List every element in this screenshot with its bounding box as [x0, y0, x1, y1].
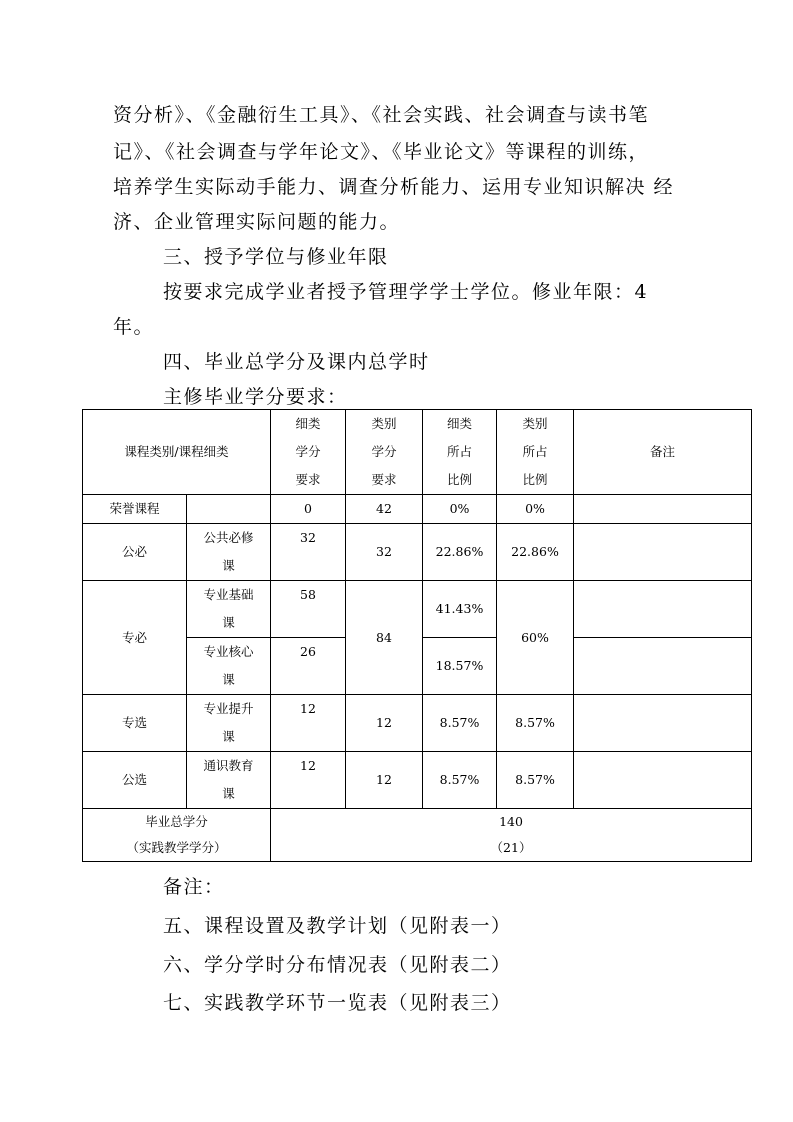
paragraph-line: 资分析》、《金融衍生工具》、《社会实践、社会调查与读书笔: [113, 104, 650, 126]
remark-cell: [574, 638, 752, 695]
cat-credit-cell: 84: [346, 581, 423, 695]
section-heading-credits: 四、毕业总学分及课内总学时: [163, 351, 430, 373]
sub-credit-cell: 12: [271, 752, 346, 809]
header-category: 课程类别/课程细类: [83, 410, 271, 495]
table-total-row: [83, 809, 752, 862]
total-label: 毕业总学分 （实践教学学分）: [83, 809, 271, 862]
cat-credit-cell: 32: [346, 524, 423, 581]
sub-credit-cell: 26: [271, 638, 346, 695]
row-subcategory: [187, 495, 271, 524]
table-row: [83, 695, 752, 752]
row-subcategory: 专业核心 课: [187, 638, 271, 695]
sub-ratio-cell: 41.43%: [423, 581, 497, 638]
cat-ratio-cell: 0%: [497, 495, 574, 524]
section-heading-practice: 七、实践教学环节一览表（见附表三）: [163, 992, 512, 1014]
table-header-row: [83, 410, 752, 495]
cat-ratio-cell: 22.86%: [497, 524, 574, 581]
row-category: 专必: [83, 581, 187, 695]
remark-cell: [574, 581, 752, 638]
cat-credit-cell: 12: [346, 695, 423, 752]
remark-label: 备注：: [163, 876, 225, 898]
table-row: [83, 581, 752, 638]
sub-ratio-cell: 0%: [423, 495, 497, 524]
sub-ratio-cell: 8.57%: [423, 752, 497, 809]
section-heading-degree: 三、授予学位与修业年限: [163, 246, 389, 268]
cat-ratio-cell: 8.57%: [497, 752, 574, 809]
table-row: [83, 495, 752, 524]
paragraph-line: 培养学生实际动手能力、调查分析能力、运用专业知识解决 经: [113, 176, 675, 198]
table-row: [83, 524, 752, 581]
paragraph-line: 记》、《社会调查与学年论文》、《毕业论文》等课程的训练，: [113, 141, 650, 163]
sub-ratio-cell: 8.57%: [423, 695, 497, 752]
row-subcategory: 专业提升 课: [187, 695, 271, 752]
header-sub-credit: 细类 学分 要求: [271, 410, 346, 495]
header-remark: 备注: [574, 410, 752, 495]
total-value: 140 （21）: [271, 809, 752, 862]
remark-cell: [574, 524, 752, 581]
cat-ratio-cell: 60%: [497, 581, 574, 695]
row-category: 专选: [83, 695, 187, 752]
row-category: 荣誉课程: [83, 495, 187, 524]
credits-intro: 主修毕业学分要求：: [163, 386, 348, 408]
row-subcategory: 通识教育 课: [187, 752, 271, 809]
row-subcategory: 公共必修 课: [187, 524, 271, 581]
sub-credit-cell: 32: [271, 524, 346, 581]
credits-table: [82, 409, 752, 862]
remark-cell: [574, 695, 752, 752]
paragraph-line: 年。: [113, 316, 155, 338]
cat-ratio-cell: 8.57%: [497, 695, 574, 752]
section-heading-distribution: 六、学分学时分布情况表（见附表二）: [163, 954, 512, 976]
table-row: [83, 752, 752, 809]
paragraph-line: 济、企业管理实际问题的能力。: [113, 211, 401, 233]
sub-credit-cell: 12: [271, 695, 346, 752]
row-subcategory: 专业基础 课: [187, 581, 271, 638]
remark-cell: [574, 752, 752, 809]
sub-credit-cell: 58: [271, 581, 346, 638]
row-category: 公必: [83, 524, 187, 581]
section-heading-curriculum: 五、课程设置及教学计划（见附表一）: [163, 915, 512, 937]
header-cat-ratio: 类别 所占 比例: [497, 410, 574, 495]
sub-ratio-cell: 18.57%: [423, 638, 497, 695]
sub-credit-cell: 0: [271, 495, 346, 524]
cat-credit-cell: 42: [346, 495, 423, 524]
cat-credit-cell: 12: [346, 752, 423, 809]
remark-cell: [574, 495, 752, 524]
row-category: 公选: [83, 752, 187, 809]
header-cat-credit: 类别 学分 要求: [346, 410, 423, 495]
sub-ratio-cell: 22.86%: [423, 524, 497, 581]
paragraph-line: 按要求完成学业者授予管理学学士学位。修业年限：4: [163, 281, 649, 303]
header-sub-ratio: 细类 所占 比例: [423, 410, 497, 495]
